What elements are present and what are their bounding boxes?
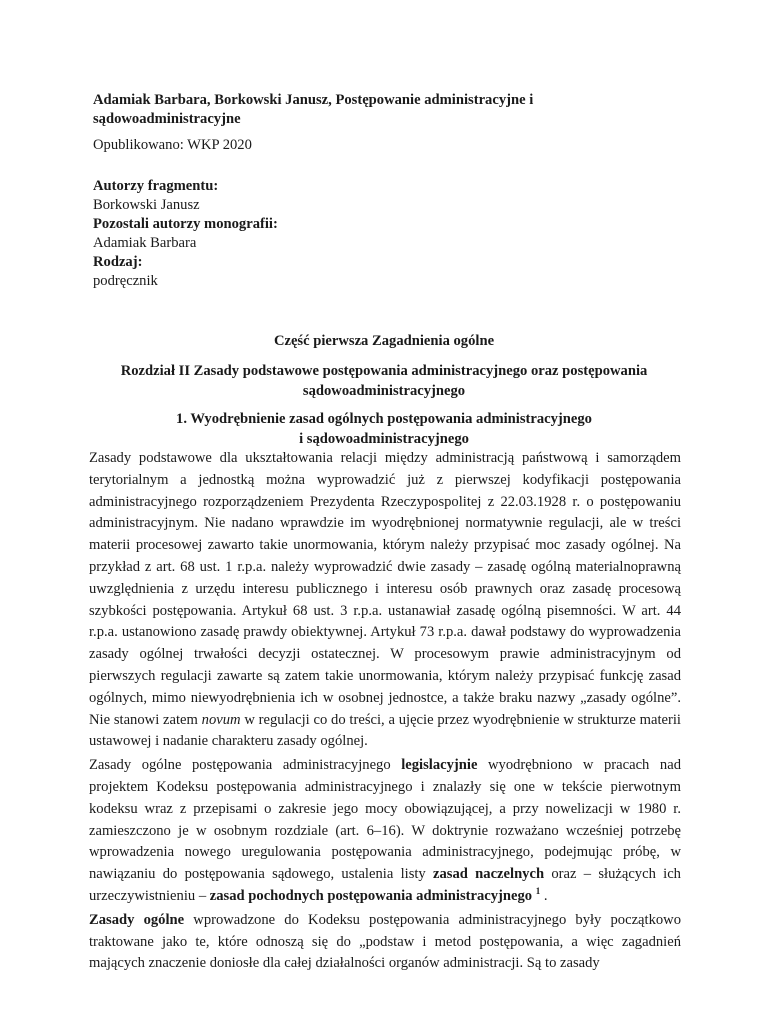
chapter-heading-line2: sądowoadministracyjnego (302, 383, 466, 399)
section-heading-line1: 1. Wyodrębnienie zasad ogólnych postępowania administracyjnego (176, 411, 592, 427)
fragment-authors-label: Autorzy fragmentu: (93, 178, 219, 194)
section-heading-line2: i sądowoadministracyjnego (299, 431, 469, 447)
other-authors-label: Pozostali autorzy monografii: (93, 216, 278, 232)
type-value: podręcznik (93, 273, 158, 289)
fragment-authors: Borkowski Janusz (93, 197, 200, 213)
section-heading (80, 409, 688, 449)
paragraph: Zasady ogólne postępowania administracyjnego legislacyjnie wyodrębniono w pracach nad projektem Kodeksu postępowania administracyjnego i znalazły się one w tekście pierwotnym kodeksu wraz z przepisami o zakresie jego mocy obowiązującej, a przy nowelizacji w 1980 r. zamieszczono je w osobnym rozdziale (art. 6–16). W doktrynie rozważano wcześniej potrzebę wprowadzenia nowego uregulowania postępowania administracyjnego, podejmując próbę, w nawiązaniu do postępowania sądowego, ustalenia listy zasad naczelnych oraz – służących ich urzeczywistnieniu – zasad pochodnych postępowania administracyjnego $^1$ . (89, 757, 682, 904)
body-text (89, 448, 681, 975)
paragraph: Zasady podstawowe dla ukształtowania relacji między administracją państwową i samorządem terytorialnym a jednostką można wyprowadzić już z pierwszej kodyfikacji postępowania administracyjnego rozporządzeniem Prezydenta Rzeczypospolitej z 22.03.1928 r. o postępowaniu administracyjnym. Nie nadano wprawdzie im wyodrębnionej normatywnie regulacji, ale w treści materii procesowej zawarto takie unormowania, którym należy przypisać moc zasady ogólnej. Na przykład z art. 68 ust. 1 r.p.a. należy wyprowadzić dwie zasady – zasadę ogólną materialnoprawną uwzględnienia z urzędu interesu publicznego i interesu osób prawnych oraz zasadę procesową szybkości postępowania. Artykuł 68 ust. 3 r.p.a. ustanawiał zasadę ogólną pisemności. W art. 44 r.p.a. ustanowiono zasadę prawdy obiektywnej. Artykuł 73 r.p.a. dawał podstawy do wyprowadzenia zasady ogólnej trwałości decyzji ostatecznej. W procesowym prawie administracyjnym od pierwszych regulacji zawarte są zatem takie unormowania, którym należy przypisać funkcję zasad ogólnych, mimo niewyodrębnienia ich w osobnej jednostce, a także braku nazwy „zasady ogólne”. Nie stanowi zatem novum w regulacji co do treści, a ujęcie przez wyodrębnienie w strukturze materii ustawowej i nadanie charakteru zasady ogólnej. (89, 450, 681, 750)
paragraph: Zasady ogólne wprowadzone do Kodeksu postępowania administracyjnego były początkowo traktowane jako te, które odnoszą się do „podstaw i metod postępowania, a więc zagadnień mających znaczenie doniosłe dla całej działalności organów administracji. Są to zasady (89, 911, 682, 972)
part-heading: Część pierwsza Zagadnienia ogólne (273, 333, 495, 349)
footnote-ref[interactable]: 1 (535, 886, 541, 897)
published-info: Opublikowano: WKP 2020 (93, 137, 252, 153)
chapter-heading (80, 361, 688, 401)
other-authors: Adamiak Barbara (93, 235, 197, 251)
chapter-heading-line1: Rozdział II Zasady podstawowe postępowania administracyjnego oraz postępowania (120, 363, 648, 379)
document-title: Adamiak Barbara, Borkowski Janusz, Postępowanie administracyjne i sądowoadministracyjne (93, 92, 534, 127)
type-label: Rodzaj: (93, 254, 143, 270)
